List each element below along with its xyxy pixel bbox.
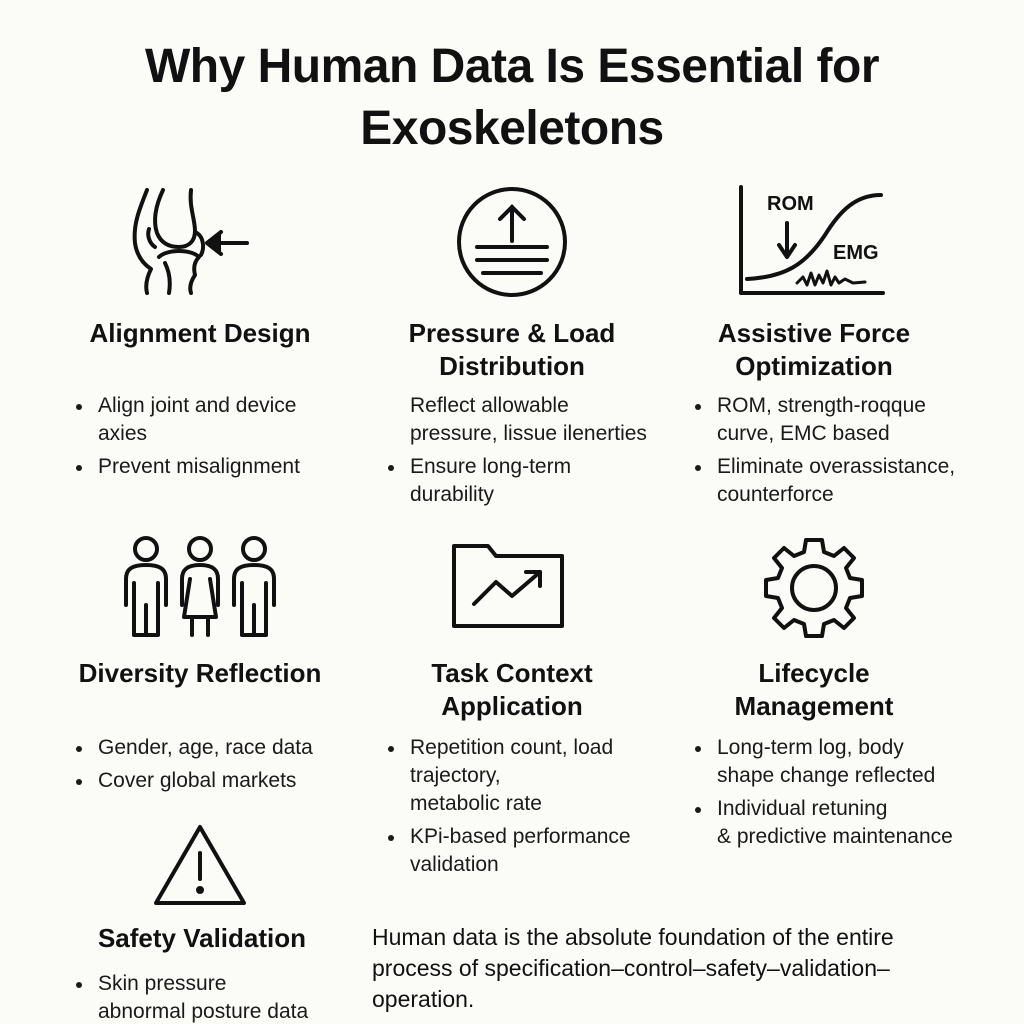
people-group-icon [118,535,283,640]
pressure-load-icon [455,185,570,300]
diversity-bullet-list [76,734,366,800]
list-item [388,734,688,818]
list-item [388,453,688,509]
list-item-text: validation [410,853,499,876]
list-item [695,795,1015,851]
card-title-lifecycle-line-2: Management [734,691,894,721]
card-title-task-line-1: Task Context [431,658,593,688]
list-item [76,970,366,1024]
list-item-text: ROM, strength-roqque [717,394,926,417]
list-item [76,392,366,448]
list-item-text: axies [98,422,148,445]
emg-label: EMG [833,242,879,264]
card-title-assistive-line-1: Assistive Force [717,318,911,348]
list-item-text: counterforce [717,483,834,506]
summary-line-1: Human data is the absolute foundation of the entire [372,924,894,950]
list-item-text: & predictive maintenance [717,825,953,848]
knee-joint-icon [125,185,255,295]
list-item-text: curve, EMC based [717,422,890,445]
list-item [388,823,688,879]
safety-bullet-list [76,970,366,1024]
list-item-text: Ensure long-term [410,455,572,478]
card-title-safety-line-1: Safety Validation [97,923,307,953]
card-title-diversity-line-1: Diversity Reflection [78,658,322,688]
card-title-lifecycle [674,657,954,723]
list-item-text: Cover global markets [98,769,297,792]
card-title-alignment-design [60,317,340,350]
list-item-text: Gender, age, race data [98,736,313,759]
list-item-text: Eliminate overassistance, [717,455,956,478]
card-title-lifecycle-line-1: Lifecycle [758,658,870,688]
card-title-assistive-line-2: Optimization [735,351,893,381]
list-item [76,453,366,481]
card-title-pressure-line-1: Pressure & Load [408,318,616,348]
list-item [695,453,1015,509]
list-item-text: Repetition count, load [410,736,614,759]
list-item-text: Align joint and device [98,394,297,417]
lifecycle-bullet-list [695,734,1015,856]
card-title-task-context [372,657,652,723]
task-bullet-list [388,734,688,884]
list-item [76,767,366,795]
rom-emg-graph-icon [735,185,890,300]
warning-triangle-icon [152,823,248,907]
card-title-diversity [60,657,340,690]
page-title [60,36,964,160]
rom-label: ROM [767,193,814,215]
card-title-safety [62,922,342,955]
card-title-task-line-2: Application [441,691,583,721]
card-title-assistive-force [674,317,954,383]
card-title-pressure-line-2: Distribution [439,351,585,381]
assistive-bullet-list [695,392,1015,514]
summary-line-2: process of specification–control–safety–validation– [372,955,890,981]
list-item-text: Skin pressure [98,972,227,995]
card-title-alignment-line-1: Alignment Design [89,318,311,348]
summary-line-3: operation. [372,986,475,1012]
list-item-text: Long-term log, body [717,736,904,759]
list-item-text: Prevent misalignment [98,455,300,478]
pressure-bullet-list [388,392,688,514]
list-item-text: abnormal posture data [98,1000,309,1023]
list-item [695,392,1015,448]
folder-trend-icon [450,538,570,633]
list-item-text: metabolic rate [410,792,542,815]
list-item-text: Individual retuning [717,797,888,820]
list-item-text: KPi-based performance [410,825,631,848]
list-item-text: shape change reflected [717,764,936,787]
list-item-text: trajectory, [410,764,501,787]
page-title-line-2: Exoskeletons [360,102,664,155]
list-item [388,392,688,448]
summary-text [372,922,992,1015]
list-item [76,734,366,762]
list-item-text: pressure, lissue ilenerties [410,422,647,445]
list-item-text: Reflect allowable [410,394,569,417]
card-title-pressure-load [372,317,652,383]
page-title-line-1: Why Human Data Is Essential for [144,40,879,93]
alignment-bullet-list [76,392,366,486]
gear-icon [762,536,866,640]
list-item [695,734,1015,790]
list-item-text: durability [410,483,495,506]
